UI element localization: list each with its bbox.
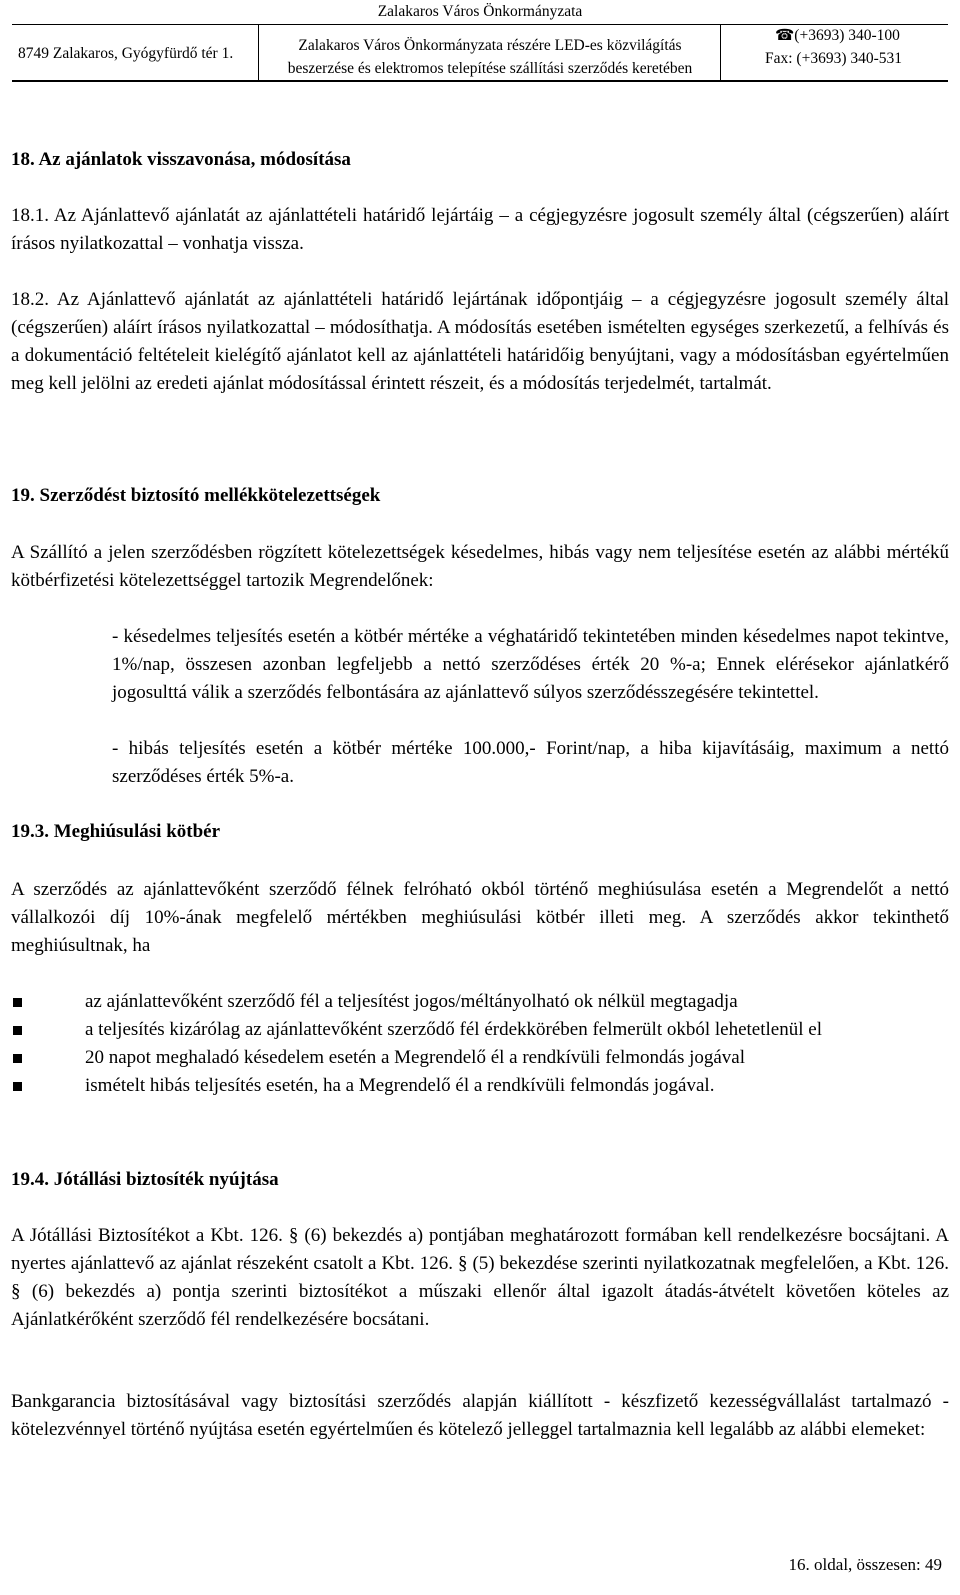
- section-19-3-title: 19.3. Meghiúsulási kötbér: [11, 821, 221, 842]
- header-rule-bottom: [12, 80, 948, 82]
- paragraph-18-2: 18.2. Az Ajánlattevő ajánlatát az ajánlattételi határidő lejártának időpontjáig – a cégjegyzésre jogosult személy által (cégszerűen) aláírt írásos nyilatkozattal – módosíthatja. A módosítás esetében ismételten egységes szerkezetű, a felhívás és a dokumentáció feltételeit kielégítő ajánlatot kell az ajánlattételi határidőig benyújtani, vagy a módosításban egyértelműen meg kell jelölni az eredeti ajánlat módosítással érintett részeit, és a módosítás terjedelmét, tartalmát.: [11, 289, 949, 394]
- square-bullet-icon: [13, 1026, 22, 1035]
- page-number: 16. oldal, összesen: 49: [788, 1555, 942, 1574]
- failure-conditions-list: [11, 988, 949, 1100]
- header-project-line1: Zalakaros Város Önkormányzata részére LED-es közvilágítás: [298, 37, 682, 54]
- section-18-title: 18. Az ajánlatok visszavonása, módosítása: [11, 149, 351, 170]
- header-org: Zalakaros Város Önkormányzata: [377, 3, 583, 20]
- header-divider-right: [720, 25, 721, 80]
- section-19-title: 19. Szerződést biztosító mellékkötelezettségek: [11, 485, 381, 506]
- paragraph-19-intro: A Szállító a jelen szerződésben rögzített kötelezettségek késedelmes, hibás vagy nem teljesítése esetén az alábbi mértékű kötbérfizetési kötelezettséggel tartozik Megrendelőnek:: [11, 542, 949, 591]
- paragraph-19-3-intro: A szerződés az ajánlattevőként szerződő félnek felróható okból történő meghiúsulása esetén a Megrendelőt a nettó vállalkozói díj 10%-ának megfelelő mértékben meghiúsulási kötbér illeti meg. A szerződés akkor tekinthető meghiúsultnak, ha: [11, 879, 949, 956]
- square-bullet-icon: [13, 998, 22, 1007]
- list-item: a teljesítés kizárólag az ajánlattevőként szerződő fél érdekkörében felmerült okból lehetetlenül el: [11, 1016, 949, 1044]
- header-project-line2: beszerzése és elektromos telepítése szállítási szerződés keretében: [287, 60, 693, 77]
- penalty-item-defect: - hibás teljesítés esetén a kötbér mértéke 100.000,- Forint/nap, a hiba kijavításáig, maximum a nettó szerződéses érték 5%-a.: [112, 738, 949, 787]
- list-item: 20 napot meghaladó késedelem esetén a Megrendelő él a rendkívüli felmondás jogával: [11, 1044, 949, 1072]
- paragraph-19-4-2: Bankgarancia biztosításával vagy biztosítási szerződés alapján kiállított - készfizető kezességvállalást tartalmazó - kötelezvénnyel történő nyújtása esetén egyértelműen és kötelező jelleggel tartalmaznia kell legalább az alábbi elemeket:: [11, 1391, 949, 1440]
- section-19-4-title: 19.4. Jótállási biztosíték nyújtása: [11, 1169, 279, 1190]
- header-fax: Fax: (+3693) 340-531: [765, 50, 903, 67]
- penalty-item-delay: - késedelmes teljesítés esetén a kötbér mértéke a véghatáridő tekintetében minden késedelmes napot tekintve, 1%/nap, összesen azonban legfeljebb a nettó szerződéses érték 20 %-a; Ennek elérésekor ajánlatkérő jogosulttá válik a szerződés felbontására az ajánlattevő súlyos szerződésszegésére tekintettel.: [112, 626, 949, 703]
- list-item: az ajánlattevőként szerződő fél a teljesítést jogos/méltányolható ok nélkül megtagadja: [11, 988, 949, 1016]
- header-project: [270, 34, 710, 80]
- header-contact: [765, 24, 902, 70]
- header-address: 8749 Zalakaros, Gyógyfürdő tér 1.: [18, 45, 234, 62]
- paragraph-18-1: 18.1. Az Ajánlattevő ajánlatát az ajánlattételi határidő lejártáig – a cégjegyzésre jogosult személy által (cégszerűen) aláírt írásos nyilatkozattal – vonhatja vissza.: [11, 205, 949, 254]
- header-phone: ☎(+3693) 340-100: [775, 27, 900, 44]
- square-bullet-icon: [13, 1082, 22, 1091]
- page-header: [0, 0, 960, 80]
- square-bullet-icon: [13, 1054, 22, 1063]
- header-divider-left: [258, 25, 259, 80]
- list-item: ismételt hibás teljesítés esetén, ha a Megrendelő él a rendkívüli felmondás jogával.: [11, 1072, 949, 1100]
- paragraph-19-4-1: A Jótállási Biztosítékot a Kbt. 126. § (6) bekezdés a) pontjában meghatározott formában kell rendelkezésre bocsájtani. A nyertes ajánlattevő az ajánlat részeként csatolt a Kbt. 126. § (5) bekezdése szerinti nyilatkozatnak megfelelően, a Kbt. 126. § (6) bekezdés a) pontja szerinti biztosítékot a műszaki ellenőr által igazolt átadás-átvételt követően köteles az Ajánlatkérőként szerződő fél rendelkezésére bocsátani.: [11, 1225, 949, 1330]
